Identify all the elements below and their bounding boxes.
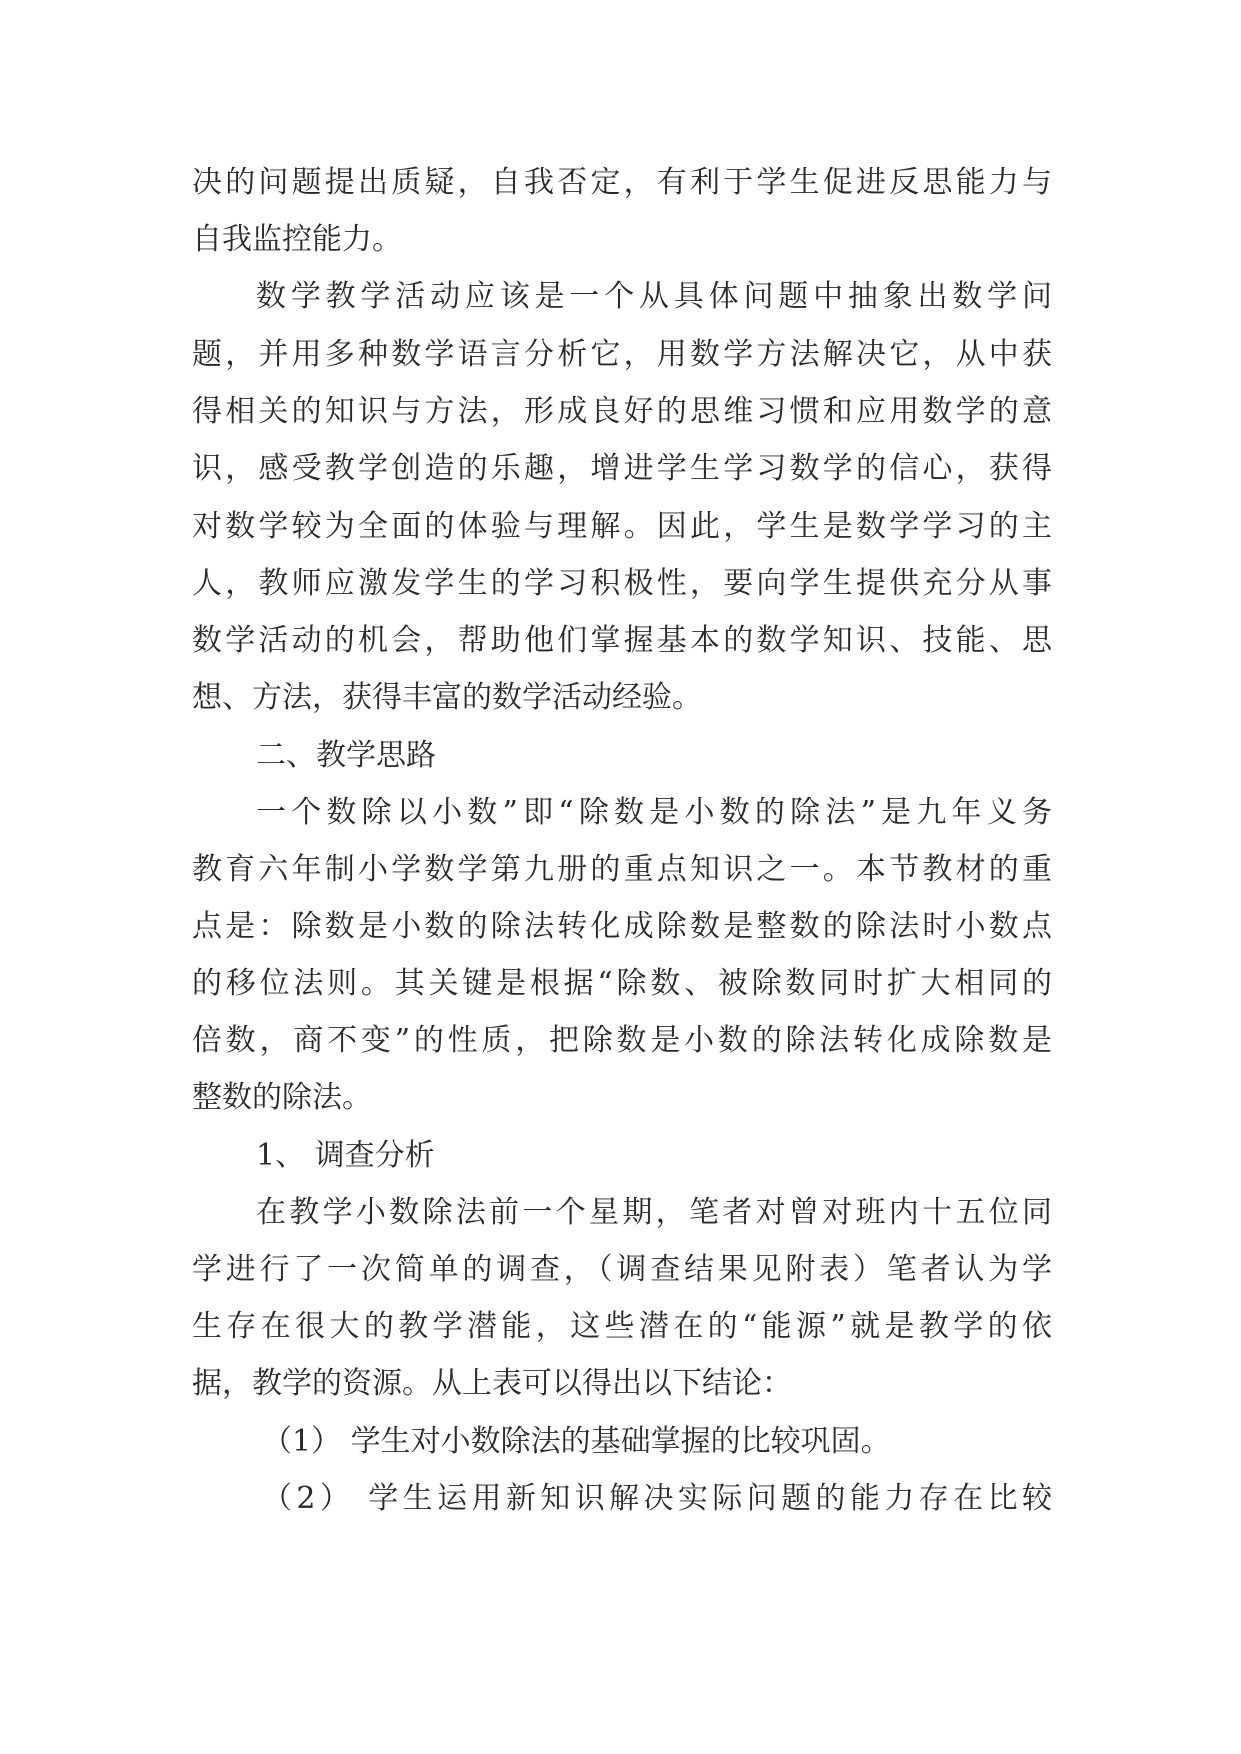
text-line: 对数学较为全面的体验与理解。因此，学生是数学学习的主 — [192, 509, 1052, 544]
text-line: 识，感受教学创造的乐趣，增进学生学习数学的信心，获得 — [192, 451, 1052, 486]
text-line: 整数的除法。 — [192, 1080, 372, 1115]
paragraph-start-line: 一个数除以小数”即“除数是小数的除法”是九年义务 — [256, 795, 1052, 830]
text-line: 据，教学的资源。从上表可以得出以下结论： — [192, 1366, 792, 1401]
subsection-heading: 1、 调查分析 — [256, 1138, 435, 1173]
text-line: 人，教师应激发学生的学习积极性，要向学生提供充分从事 — [192, 566, 1052, 601]
text-line: 想、方法，获得丰富的数学活动经验。 — [192, 680, 702, 715]
text-line: 点是：除数是小数的除法转化成除数是整数的除法时小数点 — [192, 909, 1052, 944]
section-heading: 二、教学思路 — [256, 738, 436, 773]
text-line: 数学活动的机会，帮助他们掌握基本的数学知识、技能、思 — [192, 623, 1052, 658]
text-line: 生存在很大的教学潜能，这些潜在的“能源”就是教学的依 — [192, 1309, 1052, 1344]
text-line: 的移位法则。其关键是根据“除数、被除数同时扩大相同的 — [192, 966, 1052, 1001]
text-line: 得相关的知识与方法，形成良好的思维习惯和应用数学的意 — [192, 394, 1052, 429]
text-line: 决的问题提出质疑，自我否定，有利于学生促进反思能力与 — [192, 165, 1052, 200]
text-line: 自我监控能力。 — [192, 222, 402, 257]
text-line: 学进行了一次简单的调查，（调查结果见附表）笔者认为学 — [192, 1252, 1052, 1287]
paragraph-start-line: 在教学小数除法前一个星期，笔者对曾对班内十五位同 — [256, 1195, 1052, 1230]
paragraph-start-line: 数学教学活动应该是一个从具体问题中抽象出数学问 — [256, 279, 1052, 314]
list-item: （1） 学生对小数除法的基础掌握的比较巩固。 — [262, 1424, 891, 1459]
list-item: （2） 学生运用新知识解决实际问题的能力存在比较 — [262, 1481, 1052, 1516]
text-line: 教育六年制小学数学第九册的重点知识之一。本节教材的重 — [192, 852, 1052, 887]
text-line: 倍数，商不变”的性质，把除数是小数的除法转化成除数是 — [192, 1023, 1052, 1058]
text-line: 题，并用多种数学语言分析它，用数学方法解决它，从中获 — [192, 337, 1052, 372]
